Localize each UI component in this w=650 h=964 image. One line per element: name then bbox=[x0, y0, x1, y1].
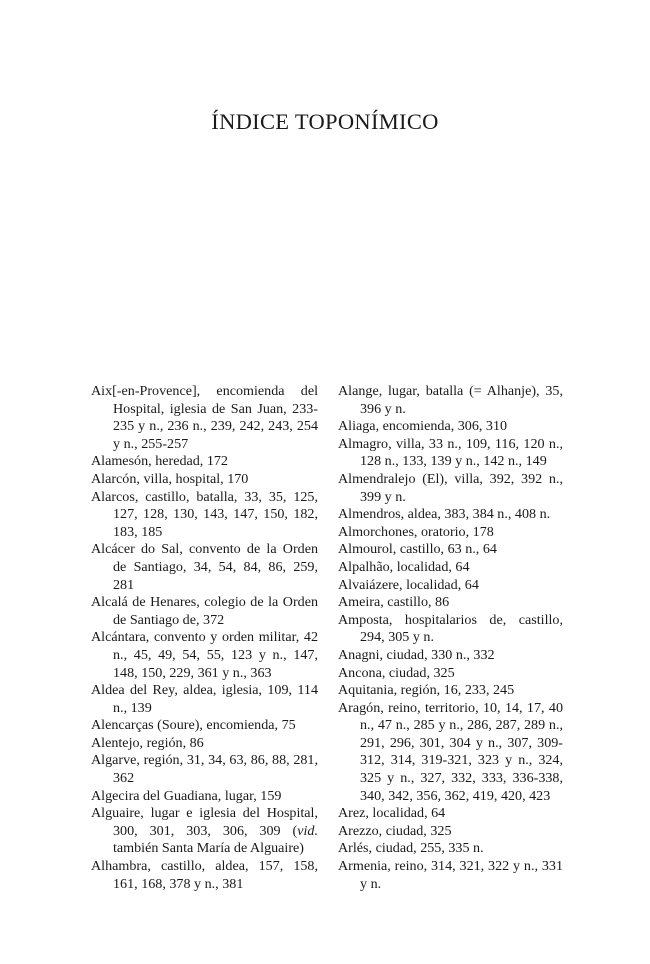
index-entry: Alarcos, castillo, batalla, 33, 35, 125, 127, 128, 130, 143, 147, 150, 182, 183, 185 bbox=[91, 488, 318, 540]
index-entry: Alcácer do Sal, convento de la Orden de Santiago, 34, 54, 84, 86, 259, 281 bbox=[91, 541, 318, 593]
index-entry: Alarcón, villa, hospital, 170 bbox=[91, 470, 249, 487]
index-entry: Aquitania, región, 16, 233, 245 bbox=[338, 682, 515, 699]
index-entry: Aldea del Rey, aldea, iglesia, 109, 114 n., 139 bbox=[91, 682, 318, 716]
page-title: ÍNDICE TOPONÍMICO bbox=[211, 109, 439, 134]
index-entry: Alcalá de Henares, colegio de la Orden de Santiago de, 372 bbox=[91, 594, 318, 628]
index-column-left bbox=[91, 383, 318, 893]
index-entry: Algarve, región, 31, 34, 63, 86, 88, 281, 362 bbox=[91, 752, 318, 787]
index-entry: Almendralejo (El), villa, 392, 392 n., 399 y n. bbox=[338, 470, 563, 505]
index-entry: Almendros, aldea, 383, 384 n., 408 n. bbox=[338, 506, 551, 523]
index-entry: Almorchones, oratorio, 178 bbox=[338, 523, 494, 540]
entry-text: también Santa María de Alguaire) bbox=[113, 840, 304, 857]
index-entry: Alamesón, heredad, 172 bbox=[91, 453, 228, 470]
index-entry-alguaire bbox=[91, 805, 318, 858]
index-entry: Ancona, ciudad, 325 bbox=[338, 664, 455, 681]
index-entry: Alhambra, castillo, aldea, 157, 158, 161, 168, 378 y n., 381 bbox=[91, 858, 318, 892]
index-entry: Ameira, castillo, 86 bbox=[338, 594, 450, 611]
index-entry: Arezzo, ciudad, 325 bbox=[338, 822, 452, 839]
index-entry: Amposta, hospitalarios de, castillo, 294, 305 y n. bbox=[338, 611, 563, 646]
index-entry: Aliaga, encomienda, 306, 310 bbox=[338, 418, 508, 435]
index-entry: Algecira del Guadiana, lugar, 159 bbox=[91, 787, 282, 804]
index-entry: Alencarças (Soure), encomienda, 75 bbox=[91, 717, 296, 734]
index-entry: Aix[-en-Provence], encomienda del Hospital, iglesia de San Juan, 233-235 y n., 236 n., 239, 242, 243, 254 y n., 255-257 bbox=[91, 383, 318, 452]
index-entry: Aragón, reino, territorio, 10, 14, 17, 40 n., 47 n., 285 y n., 286, 287, 289 n., 291, 296, 301, 304 y n., 307, 309-312, 314, 319-321, 323 y n., 324, 325 y n., 327, 332, 333, 336-338, 340, 342, 356, 362, 419, 420, 423 bbox=[338, 699, 563, 804]
index-entry: Almourol, castillo, 63 n., 64 bbox=[338, 541, 497, 558]
entry-text: Alguaire, lugar e iglesia del Hospital, 300, 301, 303, 306, 309 ( bbox=[91, 805, 318, 839]
index-entry: Alpalhão, localidad, 64 bbox=[338, 558, 470, 575]
index-entry: Alentejo, región, 86 bbox=[91, 734, 204, 751]
index-entry: Arez, localidad, 64 bbox=[338, 805, 446, 822]
entry-italic: vid. bbox=[297, 822, 318, 839]
index-entry: Arlés, ciudad, 255, 335 n. bbox=[338, 840, 484, 857]
index-entry: Alvaiázere, localidad, 64 bbox=[338, 576, 479, 593]
index-entry: Anagni, ciudad, 330 n., 332 bbox=[338, 646, 495, 663]
index-entry: Alcántara, convento y orden militar, 42 n., 45, 49, 54, 55, 123 y n., 147, 148, 150, 229, 361 y n., 363 bbox=[91, 629, 318, 681]
index-entry: Alange, lugar, batalla (= Alhanje), 35, 396 y n. bbox=[338, 383, 563, 417]
index-entry: Almagro, villa, 33 n., 109, 116, 120 n., 128 n., 133, 139 y n., 142 n., 149 bbox=[338, 435, 563, 470]
index-column-right bbox=[338, 383, 563, 893]
index-entry: Armenia, reino, 314, 321, 322 y n., 331 y n. bbox=[338, 858, 563, 892]
